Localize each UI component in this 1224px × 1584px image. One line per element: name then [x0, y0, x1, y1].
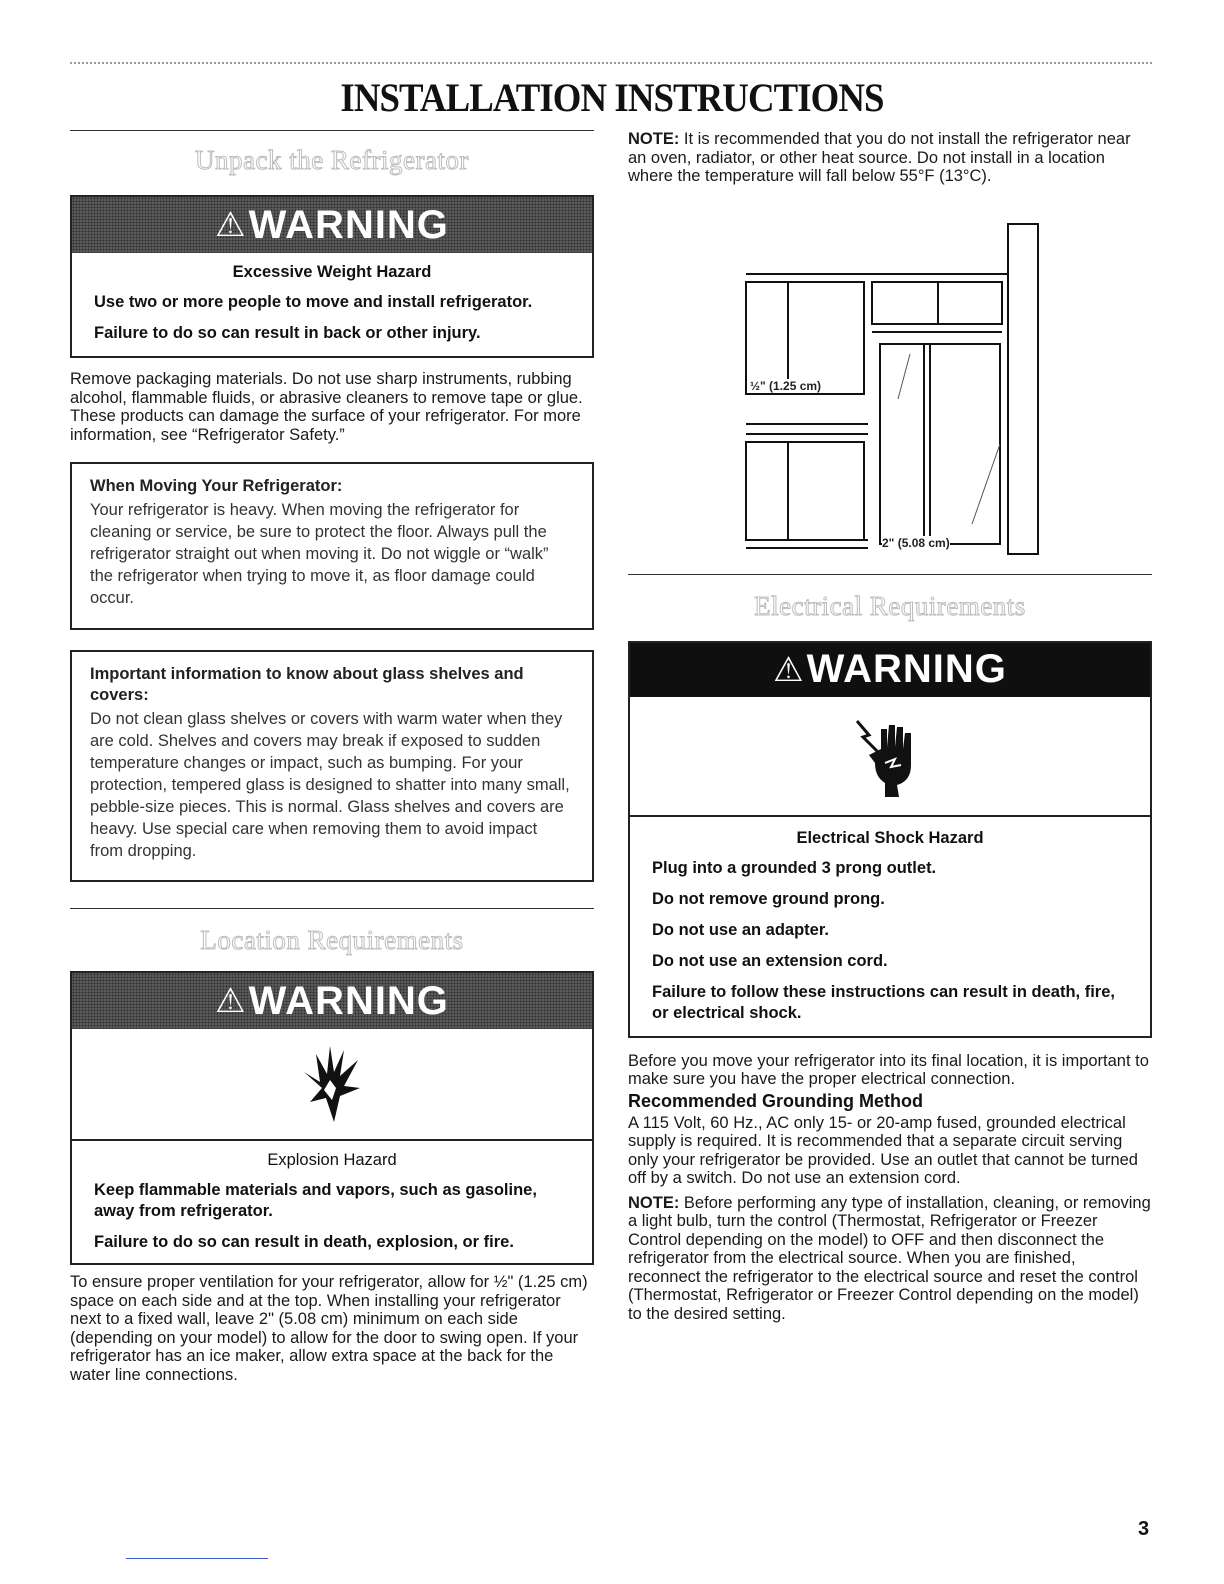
clearance-diagram	[628, 194, 1152, 564]
warning-banner: ⚠ WARNING	[72, 197, 592, 253]
electrical-note: NOTE: Before performing any type of installation, cleaning, or removing a light bulb, turn the control (Thermostat, Refrigerator or Freezer Control depending on the model) to OFF and then disconnect the refrigerator from the electrical source. When you are finished, reconnect the refrigerator to the electrical source and reset the control (Thermostat, Refrigerator or Freezer Control depending on the model) to the desired setting.	[628, 1193, 1151, 1323]
page-number: 3	[1138, 1518, 1150, 1540]
section-rule	[70, 130, 594, 131]
warning-line: Failure to do so can result in death, explosion, or fire.	[94, 1233, 514, 1251]
grounding-subheading: Recommended Grounding Method	[628, 1090, 923, 1111]
info-box-text: Do not clean glass shelves or covers with warm water when they are cold. Shelves and covers may break if exposed to sudden temperature changes or impact, such as bumping. For your protection, tempered glass is designed to shatter into many small, pebble-size pieces. This is normal. Glass shelves and covers are heavy. Use special care when removing them to avoid impact from dropping.	[90, 710, 570, 860]
warning-body	[630, 817, 1150, 1036]
electrical-intro: Before you move your refrigerator into its final location, it is important to make sure you have the proper electrical connection.	[628, 1051, 1149, 1088]
warning-body	[72, 1141, 592, 1263]
top-clearance-label: ½" (1.25 cm)	[750, 378, 822, 393]
refrigerator-clearance-diagram	[628, 194, 1152, 564]
hazard-title: Explosion Hazard	[267, 1151, 397, 1169]
location-heading: Location Requirements	[200, 925, 464, 955]
info-box-title: When Moving Your Refrigerator:	[90, 477, 343, 495]
glass-info-box	[70, 650, 594, 882]
warning-line: Use two or more people to move and install refrigerator.	[94, 293, 533, 311]
side-clearance-label: 2" (5.08 cm)	[882, 535, 950, 550]
moving-info-box	[70, 462, 594, 630]
hazard-title: Excessive Weight Hazard	[232, 263, 432, 281]
top-dotted-rule	[70, 62, 1152, 64]
warning-body	[72, 253, 592, 356]
warning-line: Do not use an adapter.	[652, 920, 829, 939]
hazard-title: Electrical Shock Hazard	[796, 828, 984, 847]
explosion-icon	[300, 1044, 364, 1124]
section-rule	[628, 574, 1152, 575]
warning-line: Keep flammable materials and vapors, such as gasoline, away from refrigerator.	[94, 1181, 537, 1220]
page-title: INSTALLATION INSTRUCTIONS	[340, 75, 884, 120]
warning-triangle-icon: ⚠	[215, 206, 247, 244]
electrical-warning-box	[628, 641, 1152, 1038]
info-box-text: Your refrigerator is heavy. When moving the refrigerator for cleaning or service, be sure to protect the floor. Always pull the refrigerator straight out when moving it. Do not wiggle or “walk” the refrigerator when trying to move it, as floor damage could occur.	[90, 501, 549, 607]
warning-line: Do not remove ground prong.	[652, 889, 885, 908]
warning-banner: ⚠ WARNING	[72, 973, 592, 1029]
unpack-paragraph: Remove packaging materials. Do not use sharp instruments, rubbing alcohol, flammable fluids, or abrasive cleaners to remove tape or glue. These products can damage the surface of your refrigerator. For more information, see “Refrigerator Safety.”	[70, 370, 583, 444]
grounding-paragraph: A 115 Volt, 60 Hz., AC only 15- or 20-amp fused, grounded electrical supply is required. It is recommended that a separate circuit serving only your refrigerator be provided. Use an outlet that cannot be turned off by a switch. Do not use an extension cord.	[628, 1113, 1138, 1187]
explosion-icon-area	[72, 1029, 592, 1141]
warning-line: Plug into a grounded 3 prong outlet.	[652, 858, 937, 877]
right-column	[628, 130, 1152, 1323]
warning-triangle-icon: ⚠	[215, 982, 247, 1020]
warning-line: Failure to follow these instructions can result in death, fire, or electrical shock.	[652, 982, 1115, 1022]
shock-icon-area	[630, 697, 1150, 817]
electrical-heading: Electrical Requirements	[754, 590, 1026, 621]
unpack-heading: Unpack the Refrigerator	[195, 145, 469, 175]
warning-line: Failure to do so can result in back or other injury.	[94, 324, 481, 342]
warning-triangle-icon: ⚠	[773, 650, 805, 689]
section-rule	[70, 908, 594, 909]
info-box-title: Important information to know about glass shelves and covers:	[90, 665, 524, 704]
warning-banner: ⚠ WARNING	[630, 643, 1150, 697]
warning-line: Do not use an extension cord.	[652, 951, 888, 970]
installation-note: NOTE: It is recommended that you do not install the refrigerator near an oven, radiator, or other heat source. Do not install in a location where the temperature will fall below 55°F (13°C).	[628, 130, 1131, 185]
explosion-warning-box	[70, 971, 594, 1265]
footer-rule	[126, 1558, 268, 1559]
weight-warning-box	[70, 195, 594, 358]
location-paragraph: To ensure proper ventilation for your refrigerator, allow for ½" (1.25 cm) space on each side and at the top. When installing your refrigerator next to a fixed wall, leave 2" (5.08 cm) minimum on each side (depending on your model) to allow for the door to swing open. If your refrigerator has an ice maker, allow extra space at the back for the water line connections.	[70, 1273, 588, 1384]
left-column	[70, 130, 594, 1384]
electric-shock-hand-icon	[855, 711, 925, 801]
